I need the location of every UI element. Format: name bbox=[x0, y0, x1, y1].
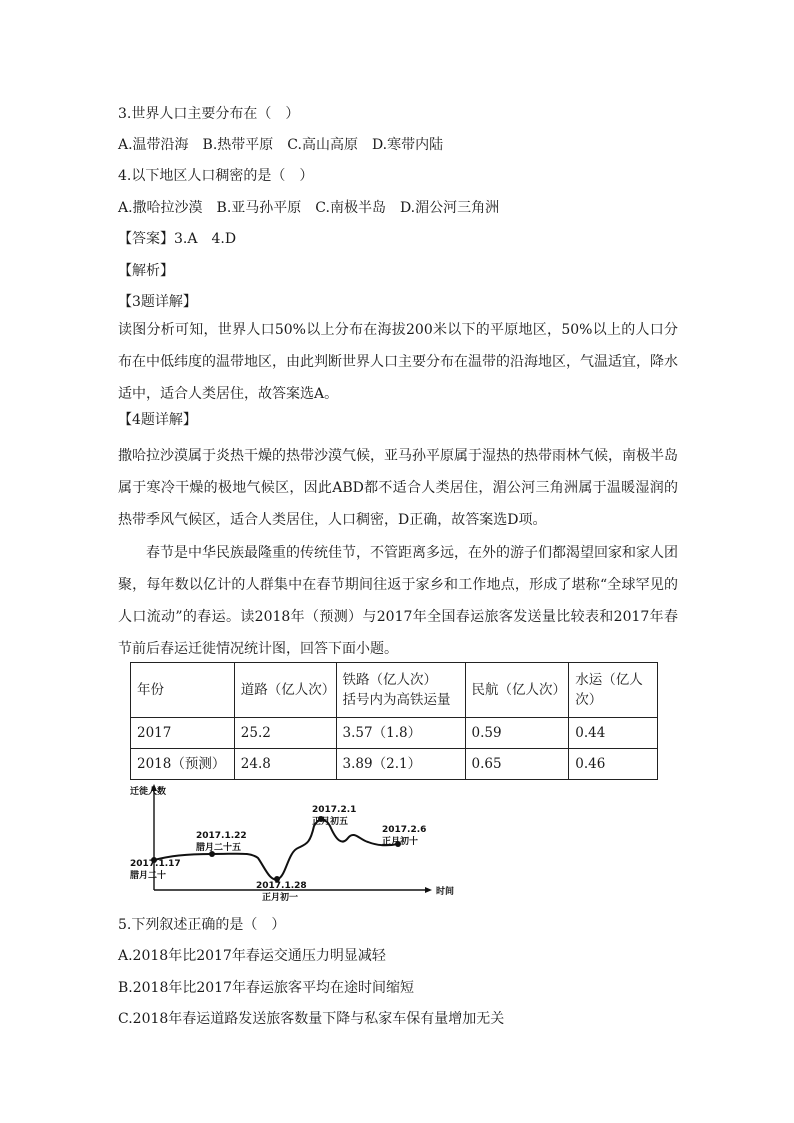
question-5-option-b: B.2018年比2017年春运旅客平均在途时间缩短 bbox=[118, 980, 414, 996]
y-axis-label: 迁徙人数 bbox=[130, 787, 167, 797]
label-date-0122: 2017.1.22 bbox=[196, 831, 247, 841]
table-cell: 0.65 bbox=[465, 749, 569, 780]
x-axis-label: 时间 bbox=[436, 887, 455, 897]
migration-chart bbox=[130, 782, 475, 903]
label-date-0117: 2017.1.17 bbox=[130, 859, 181, 869]
label-lunar-0206: 正月初十 bbox=[382, 837, 419, 847]
rail-header-note: 括号内为高铁运量 bbox=[342, 692, 451, 708]
table-row bbox=[131, 718, 658, 749]
table-header-cell: 民航（亿人次） bbox=[465, 663, 569, 718]
label-date-0201: 2017.2.1 bbox=[312, 805, 357, 815]
question-5-option-c: C.2018年春运道路发送旅客数量下降与私家车保有量增加无关 bbox=[118, 1011, 505, 1027]
q4-detail-label: 【4题详解】 bbox=[118, 412, 197, 428]
passenger-table bbox=[130, 662, 658, 780]
table-cell: 3.57（1.8） bbox=[336, 718, 465, 749]
table-header-cell: 道路（亿人次） bbox=[234, 663, 336, 718]
table-header-cell: 年份 bbox=[131, 663, 235, 718]
migration-line bbox=[154, 820, 398, 879]
label-lunar-0122: 腊月二十五 bbox=[196, 843, 242, 853]
table-cell: 0.59 bbox=[465, 718, 569, 749]
question-4-stem: 4.以下地区人口稠密的是（ ） bbox=[118, 168, 314, 184]
label-lunar-0201: 正月初五 bbox=[312, 817, 349, 827]
question-3-options: A.温带沿海 B.热带平原 C.高山高原 D.寒带内陆 bbox=[118, 137, 444, 153]
label-date-0128: 2017.1.28 bbox=[256, 881, 307, 891]
question-3-stem: 3.世界人口主要分布在（ ） bbox=[118, 106, 300, 122]
analysis-label: 【解析】 bbox=[118, 263, 174, 279]
table-cell: 0.44 bbox=[569, 718, 658, 749]
table-header-cell: 水运（亿人次） bbox=[569, 663, 658, 718]
q4-detail-text: 撒哈拉沙漠属于炎热干燥的热带沙漠气候，亚马孙平原属于湿热的热带雨林气候，南极半岛属于寒冷干燥的极地气候区，因此ABD都不适合人类居住，湄公河三角洲属于温暖湿润的热带季风气候区，适合人类居住，人口稠密，D正确，故答案选D项。 bbox=[118, 448, 678, 528]
question-5-option-a: A.2018年比2017年春运交通压力明显减轻 bbox=[118, 948, 386, 964]
q3-detail-label: 【3题详解】 bbox=[118, 294, 197, 310]
x-axis-arrow bbox=[425, 887, 432, 893]
label-lunar-0117: 腊月二十 bbox=[130, 871, 167, 881]
rail-header-line: 铁路（亿人次） bbox=[342, 672, 438, 688]
table-cell: 24.8 bbox=[234, 749, 336, 780]
table-header-cell bbox=[336, 663, 465, 718]
label-lunar-0128: 正月初一 bbox=[262, 893, 299, 903]
label-date-0206: 2017.2.6 bbox=[382, 825, 427, 835]
table-cell: 25.2 bbox=[234, 718, 336, 749]
q3-detail-text: 读图分析可知，世界人口50%以上分布在海拔200米以下的平原地区，50%以上的人口分布在中低纬度的温带地区，由此判断世界人口主要分布在温带的沿海地区，气温适宜，降水适中，适合人类居住，故答案选A。 bbox=[118, 322, 678, 402]
table-cell: 2017 bbox=[131, 718, 235, 749]
table-cell: 0.46 bbox=[569, 749, 658, 780]
question-5-stem: 5.下列叙述正确的是（ ） bbox=[118, 917, 286, 933]
table-row bbox=[131, 749, 658, 780]
question-4-options: A.撒哈拉沙漠 B.亚马孙平原 C.南极半岛 D.湄公河三角洲 bbox=[118, 200, 500, 216]
table-cell: 3.89（2.1） bbox=[336, 749, 465, 780]
answer-line: 【答案】3.A 4.D bbox=[118, 231, 237, 247]
table-cell: 2018（预测） bbox=[131, 749, 235, 780]
intro-paragraph: 春节是中华民族最隆重的传统佳节，不管距离多远，在外的游子们都渴望回家和家人团聚，每年数以亿计的人群集中在春节期间往返于家乡和工作地点，形成了堪称“全球罕见的人口流动”的春运。读2018年（预测）与2017年全国春运旅客发送量比较表和2017年春节前后春运迁徙情况统计图，回答下面小题。 bbox=[118, 545, 678, 657]
table-header-row bbox=[131, 663, 658, 718]
